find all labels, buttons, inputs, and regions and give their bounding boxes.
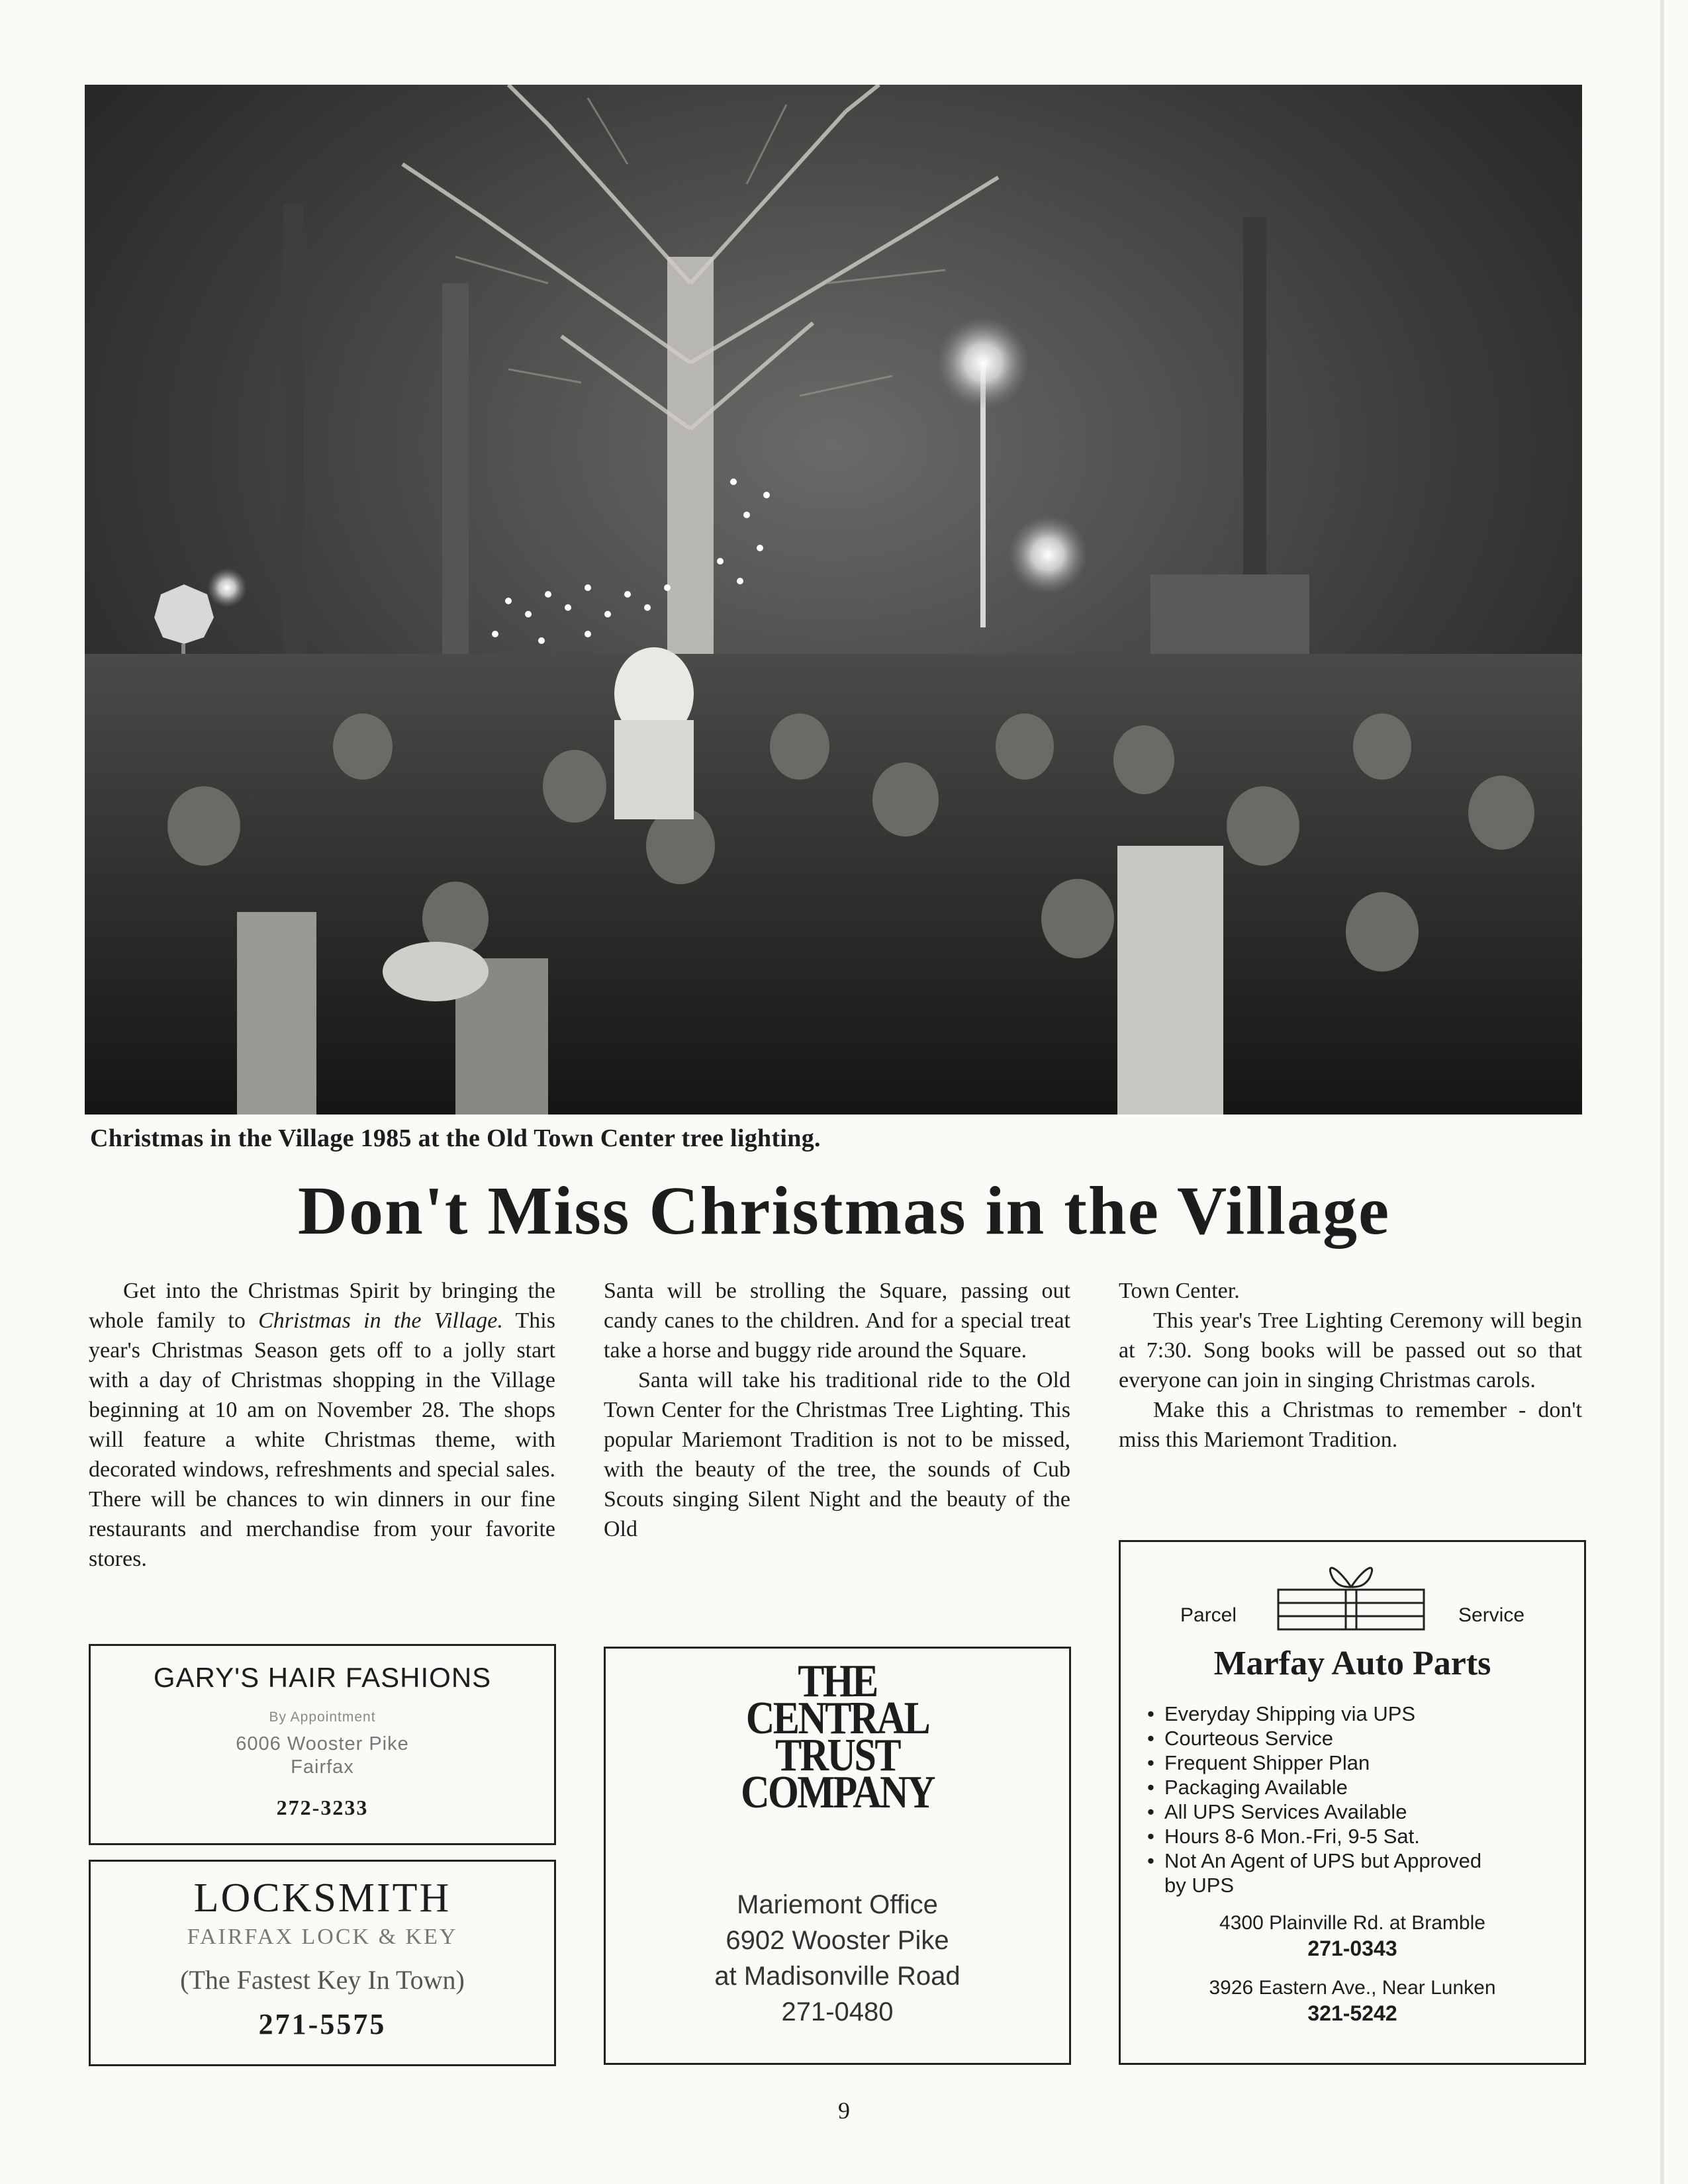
ad-business-name: FAIRFAX LOCK & KEY [187,1925,458,1949]
ad-address: 6006 Wooster Pike [236,1733,409,1754]
location-2: 3926 Eastern Ave., Near Lunken [1209,1977,1496,1999]
list-item: • All UPS Services Available [1147,1799,1584,1824]
list-item: • Not An Agent of UPS but Approved [1147,1848,1584,1873]
ad-business-name: GARY'S HAIR FASHIONS [153,1662,492,1693]
list-item: • Courteous Service [1147,1726,1584,1751]
service-label: Service [1458,1604,1525,1626]
logo-line: TRUST [775,1730,900,1781]
ad-phone: 271-5575 [258,2008,387,2040]
office-phone: 271-0480 [781,1997,894,2026]
article-paragraph: Santa will take his traditional ride to the Old Town Center for the Christmas Tree Lighting. This popular Mariemont Tradition is not to be missed, with the beauty of the tree, the sounds of Cub Scouts singing Silent Night and the beauty of the Old [604,1368,1070,1541]
office-cross-street: at Madisonville Road [714,1962,961,1991]
list-item: • Frequent Shipper Plan [1147,1751,1584,1775]
phone-1: 271-0343 [1307,1936,1397,1960]
article-paragraph: Get into the Christmas Spirit by bringing the whole family to Christmas in the Village. This year's Christmas Season gets off to a jolly start with a day of Christmas shopping in the Village beginning at 10 am on November 28. The shops will feature a white Christmas theme, with decorated windows, refreshments and special sales. There will be chances to win dinners in our fine restaurants and merchandise from your favorite stores. [89,1279,555,1571]
page-number: 9 [838,2097,850,2124]
locksmith-ad [89,1860,556,2066]
tree-lighting-photo [85,85,1582,1115]
ad-phone: 272-3233 [276,1796,369,1819]
logo-line: CENTRAL [745,1693,929,1744]
article-paragraph: Town Center. [1119,1279,1240,1303]
central-trust-ad [604,1647,1071,2065]
location-1: 4300 Plainville Rd. at Bramble [1219,1912,1485,1934]
article-paragraph: This year's Tree Lighting Ceremony will begin at 7:30. Song books will be passed out so that everyone can join in singing Christmas carols. [1119,1308,1582,1392]
phone-2: 321-5242 [1307,2001,1397,2025]
list-item-continued: by UPS [1164,1874,1235,1897]
photo-caption: Christmas in the Village 1985 at the Old Town Center tree lighting. [90,1124,821,1152]
feature-list [1121,1702,1584,1873]
marfay-auto-parts-ad [1119,1540,1586,2065]
article-headline: Don't Miss Christmas in the Village [297,1173,1391,1249]
marfay-name: Marfay Auto Parts [1213,1645,1491,1682]
office-name: Mariemont Office [737,1890,938,1919]
gift-box-icon [1272,1554,1430,1633]
list-item: • Packaging Available [1147,1775,1584,1799]
ad-address-block [606,1887,1069,2030]
garys-hair-fashions-ad [89,1644,556,1845]
ad-city: Fairfax [291,1756,354,1778]
list-item: • Hours 8-6 Mon.-Fri, 9-5 Sat. [1147,1824,1584,1848]
article-column-3 [1119,1276,1582,1455]
article-paragraph: Santa will be strolling the Square, passing out candy canes to the children. And for a special treat take a horse and buggy ride around the Square. [604,1279,1070,1363]
ad-note: By Appointment [269,1709,376,1725]
list-item: • Everyday Shipping via UPS [1147,1702,1584,1726]
office-street: 6902 Wooster Pike [726,1926,949,1955]
logo-line: COMPANY [741,1767,934,1818]
article-paragraph: Make this a Christmas to remember - don't miss this Mariemont Tradition. [1119,1398,1582,1452]
ad-slogan: (The Fastest Key In Town) [180,1965,465,1995]
ad-title: LOCKSMITH [193,1876,451,1921]
article-column-1 [89,1276,555,1574]
article-column-2 [604,1276,1070,1544]
logo-line: THE [798,1656,877,1707]
page-edge-line [1660,0,1664,2184]
parcel-label: Parcel [1180,1604,1237,1626]
central-trust-logo [638,1656,1037,1818]
